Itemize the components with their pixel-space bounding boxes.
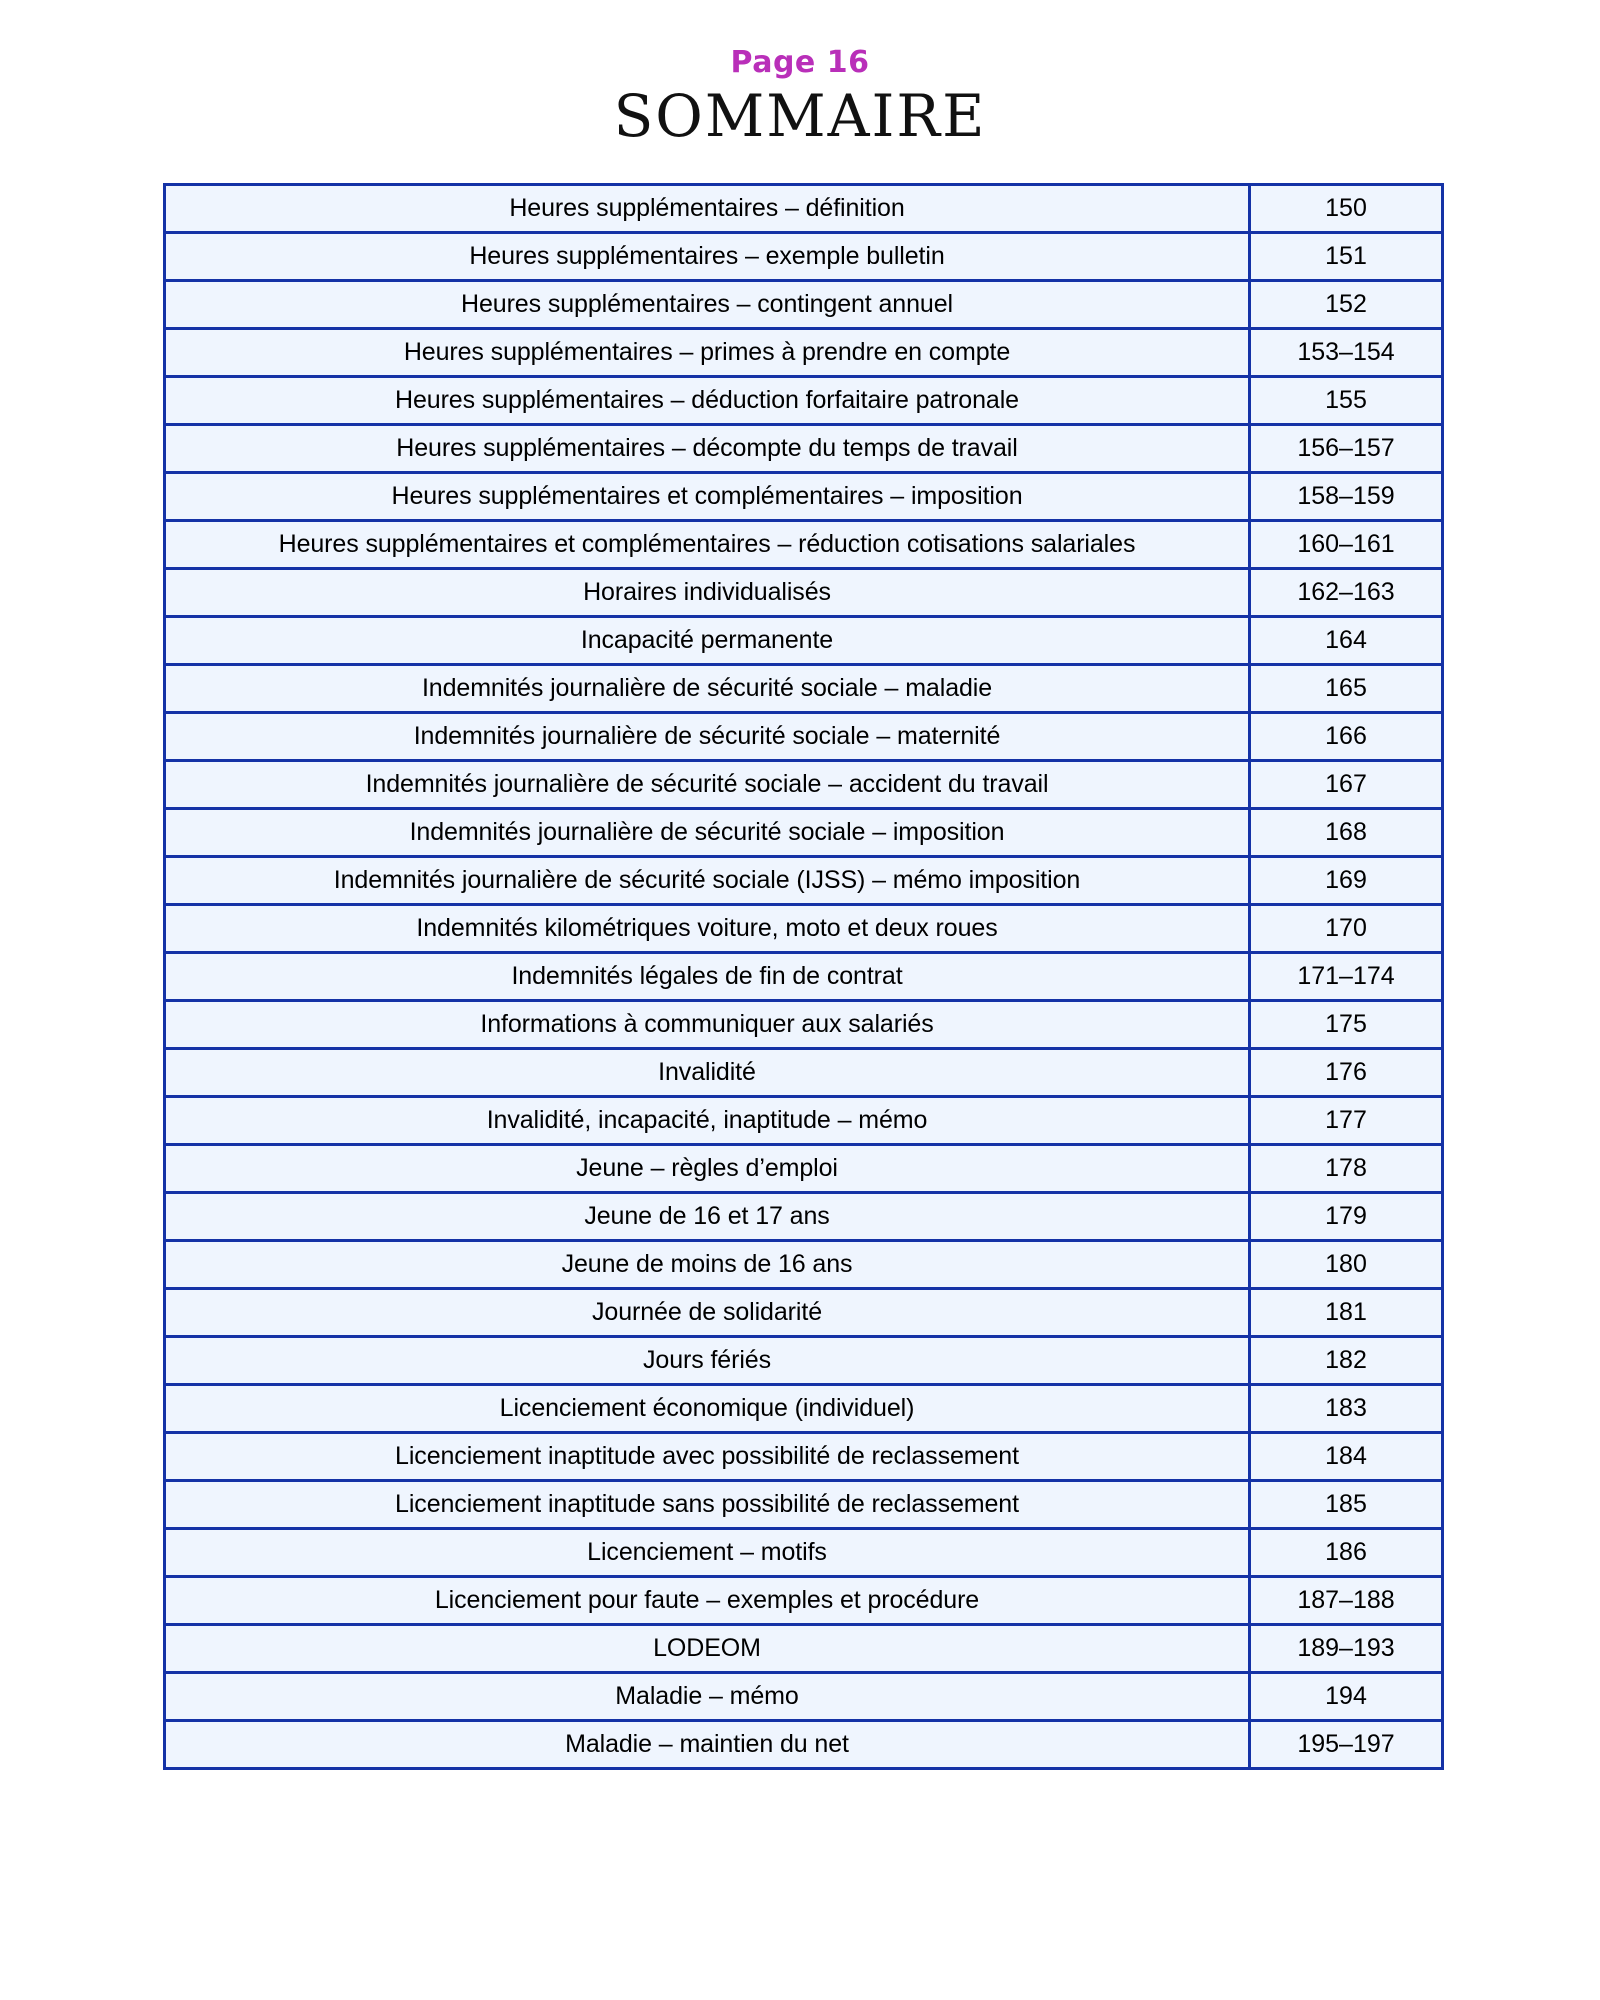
table-row[interactable] — [166, 1191, 1441, 1239]
toc-entry-title[interactable]: Horaires individualisés — [166, 567, 1248, 615]
table-row[interactable] — [166, 1575, 1441, 1623]
toc-entry-title[interactable]: Licenciement inaptitude sans possibilité de reclassement — [166, 1479, 1248, 1527]
page-header — [0, 0, 1600, 150]
toc-entry-title[interactable]: Informations à communiquer aux salariés — [166, 999, 1248, 1047]
toc-entry-title[interactable]: Maladie – mémo — [166, 1671, 1248, 1719]
toc-entry-page-number[interactable]: 153–154 — [1248, 327, 1441, 375]
toc-entry-page-number[interactable]: 170 — [1248, 903, 1441, 951]
table-row[interactable] — [166, 807, 1441, 855]
toc-entry-page-number[interactable]: 177 — [1248, 1095, 1441, 1143]
table-row[interactable] — [166, 1623, 1441, 1671]
toc-entry-page-number[interactable]: 158–159 — [1248, 471, 1441, 519]
table-row[interactable] — [166, 903, 1441, 951]
toc-entry-title[interactable]: Heures supplémentaires – contingent annuel — [166, 279, 1248, 327]
table-row[interactable] — [166, 1479, 1441, 1527]
table-row[interactable] — [166, 567, 1441, 615]
table-row[interactable] — [166, 375, 1441, 423]
toc-entry-title[interactable]: Indemnités kilométriques voiture, moto et deux roues — [166, 903, 1248, 951]
toc-entry-title[interactable]: Licenciement – motifs — [166, 1527, 1248, 1575]
toc-entry-page-number[interactable]: 175 — [1248, 999, 1441, 1047]
toc-entry-title[interactable]: Heures supplémentaires et complémentaires – imposition — [166, 471, 1248, 519]
toc-entry-page-number[interactable]: 181 — [1248, 1287, 1441, 1335]
toc-entry-page-number[interactable]: 195–197 — [1248, 1719, 1441, 1767]
toc-entry-title[interactable]: Indemnités journalière de sécurité sociale (IJSS) – mémo imposition — [166, 855, 1248, 903]
toc-entry-page-number[interactable]: 183 — [1248, 1383, 1441, 1431]
toc-entry-title[interactable]: Jeune de 16 et 17 ans — [166, 1191, 1248, 1239]
toc-entry-title[interactable]: Heures supplémentaires – décompte du temps de travail — [166, 423, 1248, 471]
toc-entry-page-number[interactable]: 160–161 — [1248, 519, 1441, 567]
table-row[interactable] — [166, 615, 1441, 663]
table-row[interactable] — [166, 1431, 1441, 1479]
toc-entry-page-number[interactable]: 152 — [1248, 279, 1441, 327]
toc-entry-page-number[interactable]: 150 — [1248, 186, 1441, 231]
page-label: Page 16 — [730, 45, 870, 80]
table-of-contents — [163, 183, 1438, 1770]
table-row[interactable] — [166, 1239, 1441, 1287]
toc-entry-page-number[interactable]: 179 — [1248, 1191, 1441, 1239]
table-row[interactable] — [166, 186, 1441, 231]
toc-entry-page-number[interactable]: 166 — [1248, 711, 1441, 759]
toc-entry-page-number[interactable]: 194 — [1248, 1671, 1441, 1719]
toc-entry-title[interactable]: Jeune de moins de 16 ans — [166, 1239, 1248, 1287]
toc-entry-page-number[interactable]: 155 — [1248, 375, 1441, 423]
toc-entry-page-number[interactable]: 180 — [1248, 1239, 1441, 1287]
toc-entry-title[interactable]: Heures supplémentaires – déduction forfaitaire patronale — [166, 375, 1248, 423]
table-row[interactable] — [166, 759, 1441, 807]
toc-entry-title[interactable]: Licenciement inaptitude avec possibilité de reclassement — [166, 1431, 1248, 1479]
page-title: SOMMAIRE — [613, 82, 987, 150]
toc-entry-page-number[interactable]: 171–174 — [1248, 951, 1441, 999]
toc-entry-title[interactable]: Invalidité, incapacité, inaptitude – mémo — [166, 1095, 1248, 1143]
toc-entry-title[interactable]: Heures supplémentaires – définition — [166, 186, 1248, 231]
toc-entry-page-number[interactable]: 186 — [1248, 1527, 1441, 1575]
toc-entry-title[interactable]: Maladie – maintien du net — [166, 1719, 1248, 1767]
table-row[interactable] — [166, 1047, 1441, 1095]
table-row[interactable] — [166, 999, 1441, 1047]
table-row[interactable] — [166, 279, 1441, 327]
toc-entry-title[interactable]: Jours fériés — [166, 1335, 1248, 1383]
table-row[interactable] — [166, 1527, 1441, 1575]
table-row[interactable] — [166, 423, 1441, 471]
toc-entry-title[interactable]: Heures supplémentaires et complémentaires – réduction cotisations salariales — [166, 519, 1248, 567]
table-row[interactable] — [166, 1287, 1441, 1335]
toc-entry-title[interactable]: Indemnités journalière de sécurité sociale – imposition — [166, 807, 1248, 855]
toc-entry-title[interactable]: Heures supplémentaires – primes à prendre en compte — [166, 327, 1248, 375]
toc-entry-page-number[interactable]: 165 — [1248, 663, 1441, 711]
table-row[interactable] — [166, 1671, 1441, 1719]
toc-entry-page-number[interactable]: 184 — [1248, 1431, 1441, 1479]
table-row[interactable] — [166, 855, 1441, 903]
toc-entry-page-number[interactable]: 151 — [1248, 231, 1441, 279]
toc-entry-title[interactable]: Licenciement pour faute – exemples et procédure — [166, 1575, 1248, 1623]
toc-entry-title[interactable]: Jeune – règles d’emploi — [166, 1143, 1248, 1191]
toc-entry-page-number[interactable]: 169 — [1248, 855, 1441, 903]
toc-entry-title[interactable]: Licenciement économique (individuel) — [166, 1383, 1248, 1431]
toc-entry-page-number[interactable]: 187–188 — [1248, 1575, 1441, 1623]
toc-entry-title[interactable]: Heures supplémentaires – exemple bulletin — [166, 231, 1248, 279]
table-row[interactable] — [166, 327, 1441, 375]
toc-entry-title[interactable]: Invalidité — [166, 1047, 1248, 1095]
toc-entry-title[interactable]: Incapacité permanente — [166, 615, 1248, 663]
toc-entry-title[interactable]: LODEOM — [166, 1623, 1248, 1671]
toc-table — [163, 183, 1444, 1770]
toc-entry-page-number[interactable]: 185 — [1248, 1479, 1441, 1527]
toc-entry-page-number[interactable]: 164 — [1248, 615, 1441, 663]
toc-entry-page-number[interactable]: 168 — [1248, 807, 1441, 855]
toc-entry-title[interactable]: Indemnités journalière de sécurité sociale – accident du travail — [166, 759, 1248, 807]
table-row[interactable] — [166, 711, 1441, 759]
table-row[interactable] — [166, 231, 1441, 279]
table-row[interactable] — [166, 1095, 1441, 1143]
toc-entry-title[interactable]: Indemnités journalière de sécurité sociale – maladie — [166, 663, 1248, 711]
toc-entry-page-number[interactable]: 156–157 — [1248, 423, 1441, 471]
toc-entry-page-number[interactable]: 178 — [1248, 1143, 1441, 1191]
table-row[interactable] — [166, 471, 1441, 519]
table-row[interactable] — [166, 1335, 1441, 1383]
table-row[interactable] — [166, 1383, 1441, 1431]
toc-entry-page-number[interactable]: 167 — [1248, 759, 1441, 807]
toc-entry-page-number[interactable]: 182 — [1248, 1335, 1441, 1383]
table-row[interactable] — [166, 1719, 1441, 1767]
toc-table-body — [166, 186, 1441, 1767]
table-row[interactable] — [166, 1143, 1441, 1191]
toc-entry-page-number[interactable]: 162–163 — [1248, 567, 1441, 615]
toc-entry-title[interactable]: Indemnités journalière de sécurité sociale – maternité — [166, 711, 1248, 759]
table-row[interactable] — [166, 951, 1441, 999]
toc-entry-page-number[interactable]: 176 — [1248, 1047, 1441, 1095]
toc-entry-title[interactable]: Indemnités légales de fin de contrat — [166, 951, 1248, 999]
toc-entry-title[interactable]: Journée de solidarité — [166, 1287, 1248, 1335]
toc-entry-page-number[interactable]: 189–193 — [1248, 1623, 1441, 1671]
table-row[interactable] — [166, 663, 1441, 711]
table-row[interactable] — [166, 519, 1441, 567]
